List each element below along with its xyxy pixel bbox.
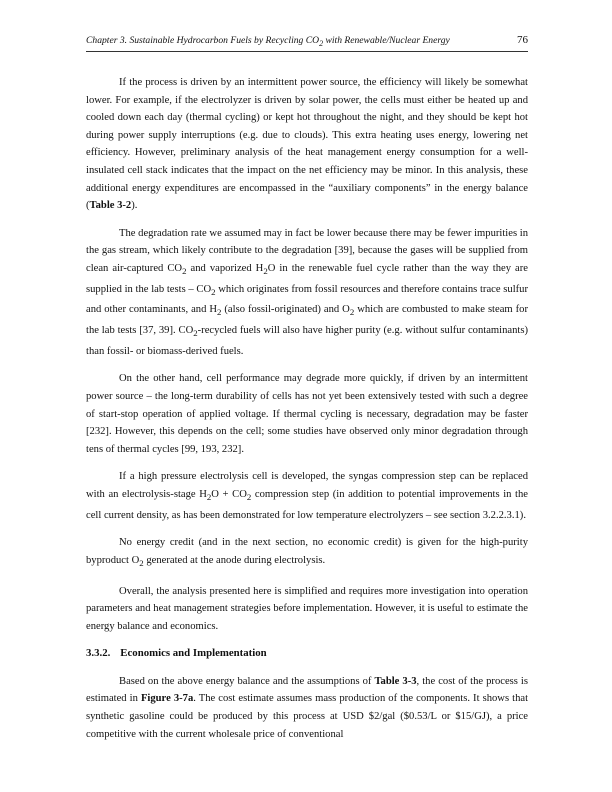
paragraph-energy-credit: No energy credit (and in the next section, no economic credit) is given for the high-purity byproduct $O_2$ generated at the anode during electrolysis. — [86, 537, 528, 568]
paragraph-high-pressure: If a high pressure electrolysis cell is developed, the syngas compression step can be replaced with an electrolysis-stage $H_2O + CO_2$ compression step (in addition to potential improvements in the cell current density, as has been demonstrated for low temperature electrolyzers – see section 3.2.2.3.1). — [86, 471, 528, 521]
chapter-title: Chapter 3. Sustainable Hydrocarbon Fuels by Recycling $CO_2$ with Renewable/Nuclear Energy — [86, 35, 450, 48]
running-header — [86, 34, 528, 48]
page-number: 76 — [517, 34, 528, 46]
section-number: 3.3.2. — [86, 647, 111, 660]
table-ref[interactable]: Table 3-3 — [374, 675, 417, 687]
table-ref[interactable]: Table 3-2 — [89, 200, 132, 212]
paragraph-overall: Overall, the analysis presented here is simplified and requires more investigation into operation parameters and heat management strategies before implementation. However, it is useful to estimate the energy balance and economics. — [86, 585, 528, 632]
header-rule — [86, 51, 528, 52]
paragraph-degradation-rate: The degradation rate we assumed may in fact be lower because there may be fewer impurities in the gas stream, which likely contribute to the degradation [39], because the gases will be supplied from clean air-captured $CO_2$ and vaporized $H_2O$ in the renewable fuel cycle rather than the way they are supplied in the lab tests – $CO_2$ which originates from fossil resources and therefore contains trace sulfur and other contaminants, and $H_2$ (also fossil-originated) and $O_2$ which are combusted to make steam for the lab tests [37, 39]. $CO_2$-recycled fuels will also have higher purity (e.g. without sulfur contaminants) than fossil- or biomass-derived fuels. — [86, 227, 528, 357]
section-heading — [86, 645, 528, 663]
paragraph-economics: Based on the above energy balance and the assumptions of Table 3-3, the cost of the process is estimated in Figure 3-7a. The cost estimate assumes mass production of the components. It shows that synthetic gasoline could be produced by this process at USD $2/gal ($0.53/L or $15/GJ), a price competitive with the current wholesale price of conventional — [86, 675, 529, 740]
paragraph-intermittent-power: If the process is driven by an intermittent power source, the efficiency will likely be somewhat lower. For example, if the electrolyzer is driven by solar power, the cells must either be heated up and cooled down each day (thermal cycling) or kept hot throughout the night, and they should be kept hot during power supply interruptions (e.g. due to clouds). This extra heating uses energy, lowering net efficiency. However, preliminary analysis of the heat management energy consumption for a well-insulated cell stack indicates that the impact on the net efficiency may be minor. In this analysis, these additional energy expenditures are encompassed in the “auxiliary components” in the energy balance (Table 3-2). — [86, 77, 528, 212]
figure-ref[interactable]: Figure 3-7a — [140, 693, 194, 705]
section-title: Economics and Implementation — [120, 647, 267, 660]
paragraph-cell-performance: On the other hand, cell performance may degrade more quickly, if driven by an intermittent power source – the long-term durability of cells has not yet been extensively tested with such a degree of start-stop operation of applied voltage. If thermal cycling is necessary, degradation may be faster [232]. However, this depends on the cell; some studies have observed only minor degradation through tens of thermal cycles [99, 193, 232]. — [86, 373, 528, 455]
body-text — [86, 74, 528, 753]
